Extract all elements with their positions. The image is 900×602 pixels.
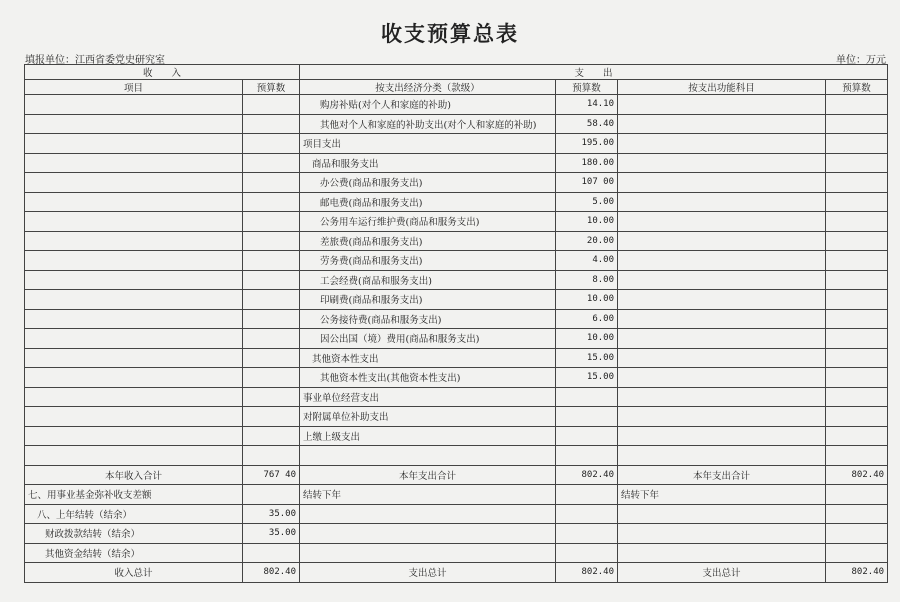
fund-deficit-value xyxy=(243,485,300,505)
empty-cell xyxy=(618,543,826,563)
func-value-cell xyxy=(826,114,888,134)
econ-value-cell: 58.40 xyxy=(556,114,618,134)
empty-cell xyxy=(618,524,826,544)
func-item-cell xyxy=(618,212,826,232)
econ-item-cell: 公务用车运行维护费(商品和服务支出) xyxy=(300,212,556,232)
income-grand-value: 802.40 xyxy=(243,563,300,583)
econ-item-cell: 上缴上级支出 xyxy=(300,426,556,446)
table-row xyxy=(25,543,888,563)
econ-value-cell: 195.00 xyxy=(556,134,618,154)
econ-item-cell: 其他资本性支出(其他资本性支出) xyxy=(300,368,556,388)
econ-value-cell: 10.00 xyxy=(556,329,618,349)
econ-grand-value: 802.40 xyxy=(556,563,618,583)
econ-item-cell: 因公出国（境）费用(商品和服务支出) xyxy=(300,329,556,349)
prior-carryover-label: 八、上年结转（结余） xyxy=(25,504,243,524)
table-row xyxy=(25,309,888,329)
income-value-cell xyxy=(243,426,300,446)
func-value-cell xyxy=(826,231,888,251)
econ-value-cell: 8.00 xyxy=(556,270,618,290)
func-item-cell xyxy=(618,387,826,407)
func-item-cell xyxy=(618,348,826,368)
econ-value-cell: 5.00 xyxy=(556,192,618,212)
income-item-cell xyxy=(25,407,243,427)
empty-cell xyxy=(556,543,618,563)
income-item-cell xyxy=(25,212,243,232)
econ-value-cell: 10.00 xyxy=(556,212,618,232)
income-item-cell xyxy=(25,368,243,388)
econ-value-cell: 20.00 xyxy=(556,231,618,251)
func-item-cell xyxy=(618,290,826,310)
econ-item-cell: 购房补贴(对个人和家庭的补助) xyxy=(300,95,556,115)
income-item-cell xyxy=(25,348,243,368)
income-value-cell xyxy=(243,407,300,427)
func-item-cell xyxy=(618,368,826,388)
table-row xyxy=(25,95,888,115)
econ-item-cell: 劳务费(商品和服务支出) xyxy=(300,251,556,271)
func-grand-value: 802.40 xyxy=(826,563,888,583)
empty-cell xyxy=(556,504,618,524)
func-item-cell xyxy=(618,329,826,349)
income-value-cell xyxy=(243,212,300,232)
econ-item-cell: 其他对个人和家庭的补助支出(对个人和家庭的补助) xyxy=(300,114,556,134)
other-carryover-label: 其他资金结转（结余） xyxy=(25,543,243,563)
econ-value-cell: 10.00 xyxy=(556,290,618,310)
budget-header: 预算数 xyxy=(243,80,300,95)
fiscal-carryover-label: 财政拨款结转（结余） xyxy=(25,524,243,544)
table-row xyxy=(25,368,888,388)
econ-item-cell: 办公费(商品和服务支出) xyxy=(300,173,556,193)
income-value-cell xyxy=(243,368,300,388)
income-item-cell xyxy=(25,231,243,251)
func-value-cell xyxy=(826,134,888,154)
empty-cell xyxy=(300,543,556,563)
table-row xyxy=(25,173,888,193)
income-item-cell xyxy=(25,153,243,173)
econ-item-cell: 其他资本性支出 xyxy=(300,348,556,368)
table-row xyxy=(25,329,888,349)
func-item-cell xyxy=(618,153,826,173)
func-item-cell xyxy=(618,95,826,115)
func-carryover-value xyxy=(826,485,888,505)
income-grand-label: 收入总计 xyxy=(25,563,243,583)
func-item-cell xyxy=(618,446,826,466)
func-value-cell xyxy=(826,173,888,193)
econ-item-cell xyxy=(300,446,556,466)
econ-class-header: 按支出经济分类（款级） xyxy=(300,80,556,95)
econ-item-cell: 工会经费(商品和服务支出) xyxy=(300,270,556,290)
income-value-cell xyxy=(243,173,300,193)
func-value-cell xyxy=(826,192,888,212)
func-grand-label: 支出总计 xyxy=(618,563,826,583)
item-header: 项目 xyxy=(25,80,243,95)
econ-total-value: 802.40 xyxy=(556,465,618,485)
econ-value-cell: 4.00 xyxy=(556,251,618,271)
econ-value-cell: 6.00 xyxy=(556,309,618,329)
income-item-cell xyxy=(25,173,243,193)
table-row xyxy=(25,270,888,290)
income-value-cell xyxy=(243,134,300,154)
income-value-cell xyxy=(243,309,300,329)
income-value-cell xyxy=(243,387,300,407)
table-row xyxy=(25,485,888,505)
func-carryover-label: 结转下年 xyxy=(618,485,826,505)
func-value-cell xyxy=(826,270,888,290)
table-row xyxy=(25,134,888,154)
income-item-cell xyxy=(25,192,243,212)
econ-value-cell: 15.00 xyxy=(556,368,618,388)
func-class-header: 按支出功能科目 xyxy=(618,80,826,95)
func-value-cell xyxy=(826,407,888,427)
econ-value-cell xyxy=(556,387,618,407)
econ-value-cell xyxy=(556,407,618,427)
fund-deficit-label: 七、用事业基金弥补收支差额 xyxy=(25,485,243,505)
func-item-cell xyxy=(618,270,826,290)
table-row xyxy=(25,251,888,271)
func-value-cell xyxy=(826,329,888,349)
func-item-cell xyxy=(618,192,826,212)
income-item-cell xyxy=(25,134,243,154)
income-value-cell xyxy=(243,270,300,290)
func-value-cell xyxy=(826,212,888,232)
table-row xyxy=(25,563,888,583)
func-item-cell xyxy=(618,426,826,446)
econ-item-cell: 邮电费(商品和服务支出) xyxy=(300,192,556,212)
func-item-cell xyxy=(618,173,826,193)
table-row xyxy=(25,348,888,368)
econ-total-label: 本年支出合计 xyxy=(300,465,556,485)
econ-item-cell: 差旅费(商品和服务支出) xyxy=(300,231,556,251)
econ-item-cell: 对附属单位补助支出 xyxy=(300,407,556,427)
econ-value-cell xyxy=(556,426,618,446)
func-total-label: 本年支出合计 xyxy=(618,465,826,485)
income-item-cell xyxy=(25,270,243,290)
empty-cell xyxy=(826,524,888,544)
func-value-cell xyxy=(826,153,888,173)
income-total-label: 本年收入合计 xyxy=(25,465,243,485)
econ-item-cell: 项目支出 xyxy=(300,134,556,154)
econ-carryover-label: 结转下年 xyxy=(300,485,556,505)
income-value-cell xyxy=(243,95,300,115)
income-item-cell xyxy=(25,251,243,271)
table-row xyxy=(25,192,888,212)
econ-item-cell: 印刷费(商品和服务支出) xyxy=(300,290,556,310)
empty-cell xyxy=(300,504,556,524)
empty-cell xyxy=(300,524,556,544)
income-item-cell xyxy=(25,426,243,446)
econ-item-cell: 商品和服务支出 xyxy=(300,153,556,173)
table-row xyxy=(25,114,888,134)
econ-carryover-value xyxy=(556,485,618,505)
income-value-cell xyxy=(243,231,300,251)
func-value-cell xyxy=(826,446,888,466)
func-item-cell xyxy=(618,251,826,271)
econ-item-cell: 事业单位经营支出 xyxy=(300,387,556,407)
func-item-cell xyxy=(618,309,826,329)
income-value-cell xyxy=(243,192,300,212)
econ-value-cell: 180.00 xyxy=(556,153,618,173)
table-row xyxy=(25,212,888,232)
income-total-value: 767 40 xyxy=(243,465,300,485)
econ-grand-label: 支出总计 xyxy=(300,563,556,583)
income-value-cell xyxy=(243,446,300,466)
income-value-cell xyxy=(243,290,300,310)
table-row xyxy=(25,387,888,407)
income-item-cell xyxy=(25,114,243,134)
table-row xyxy=(25,465,888,485)
func-item-cell xyxy=(618,231,826,251)
table-row xyxy=(25,290,888,310)
func-value-cell xyxy=(826,348,888,368)
table-row xyxy=(25,524,888,544)
other-carryover-value xyxy=(243,543,300,563)
header-row-2 xyxy=(25,80,888,95)
func-value-cell xyxy=(826,251,888,271)
func-value-cell xyxy=(826,290,888,310)
func-total-value: 802.40 xyxy=(826,465,888,485)
table-row xyxy=(25,407,888,427)
currency-unit: 单位：万元 xyxy=(836,55,886,66)
budget-table xyxy=(24,64,888,583)
header-row-1 xyxy=(25,65,888,80)
income-value-cell xyxy=(243,251,300,271)
fiscal-carryover-value: 35.00 xyxy=(243,524,300,544)
func-item-cell xyxy=(618,407,826,427)
income-value-cell xyxy=(243,153,300,173)
func-item-cell xyxy=(618,114,826,134)
page-title: 收支预算总表 xyxy=(381,21,519,46)
income-item-cell xyxy=(25,329,243,349)
econ-value-cell: 15.00 xyxy=(556,348,618,368)
empty-cell xyxy=(556,524,618,544)
econ-value-cell xyxy=(556,446,618,466)
func-value-cell xyxy=(826,95,888,115)
budget-header: 预算数 xyxy=(826,80,888,95)
empty-cell xyxy=(618,504,826,524)
income-header: 收 入 xyxy=(25,65,300,80)
econ-item-cell: 公务接待费(商品和服务支出) xyxy=(300,309,556,329)
empty-cell xyxy=(826,543,888,563)
econ-value-cell: 107 00 xyxy=(556,173,618,193)
func-value-cell xyxy=(826,368,888,388)
income-item-cell xyxy=(25,309,243,329)
func-value-cell xyxy=(826,426,888,446)
income-item-cell xyxy=(25,290,243,310)
table-row xyxy=(25,426,888,446)
income-value-cell xyxy=(243,348,300,368)
func-value-cell xyxy=(826,387,888,407)
table-row xyxy=(25,504,888,524)
func-value-cell xyxy=(826,309,888,329)
table-row xyxy=(25,153,888,173)
table-row xyxy=(25,231,888,251)
table-row xyxy=(25,446,888,466)
empty-cell xyxy=(826,504,888,524)
prior-carryover-value: 35.00 xyxy=(243,504,300,524)
econ-value-cell: 14.10 xyxy=(556,95,618,115)
expense-header: 支 出 xyxy=(300,65,888,80)
budget-header: 预算数 xyxy=(556,80,618,95)
income-item-cell xyxy=(25,387,243,407)
func-item-cell xyxy=(618,134,826,154)
income-item-cell xyxy=(25,95,243,115)
reporting-unit: 填报单位：江西省委党史研究室 xyxy=(25,55,165,66)
income-value-cell xyxy=(243,329,300,349)
income-item-cell xyxy=(25,446,243,466)
income-value-cell xyxy=(243,114,300,134)
